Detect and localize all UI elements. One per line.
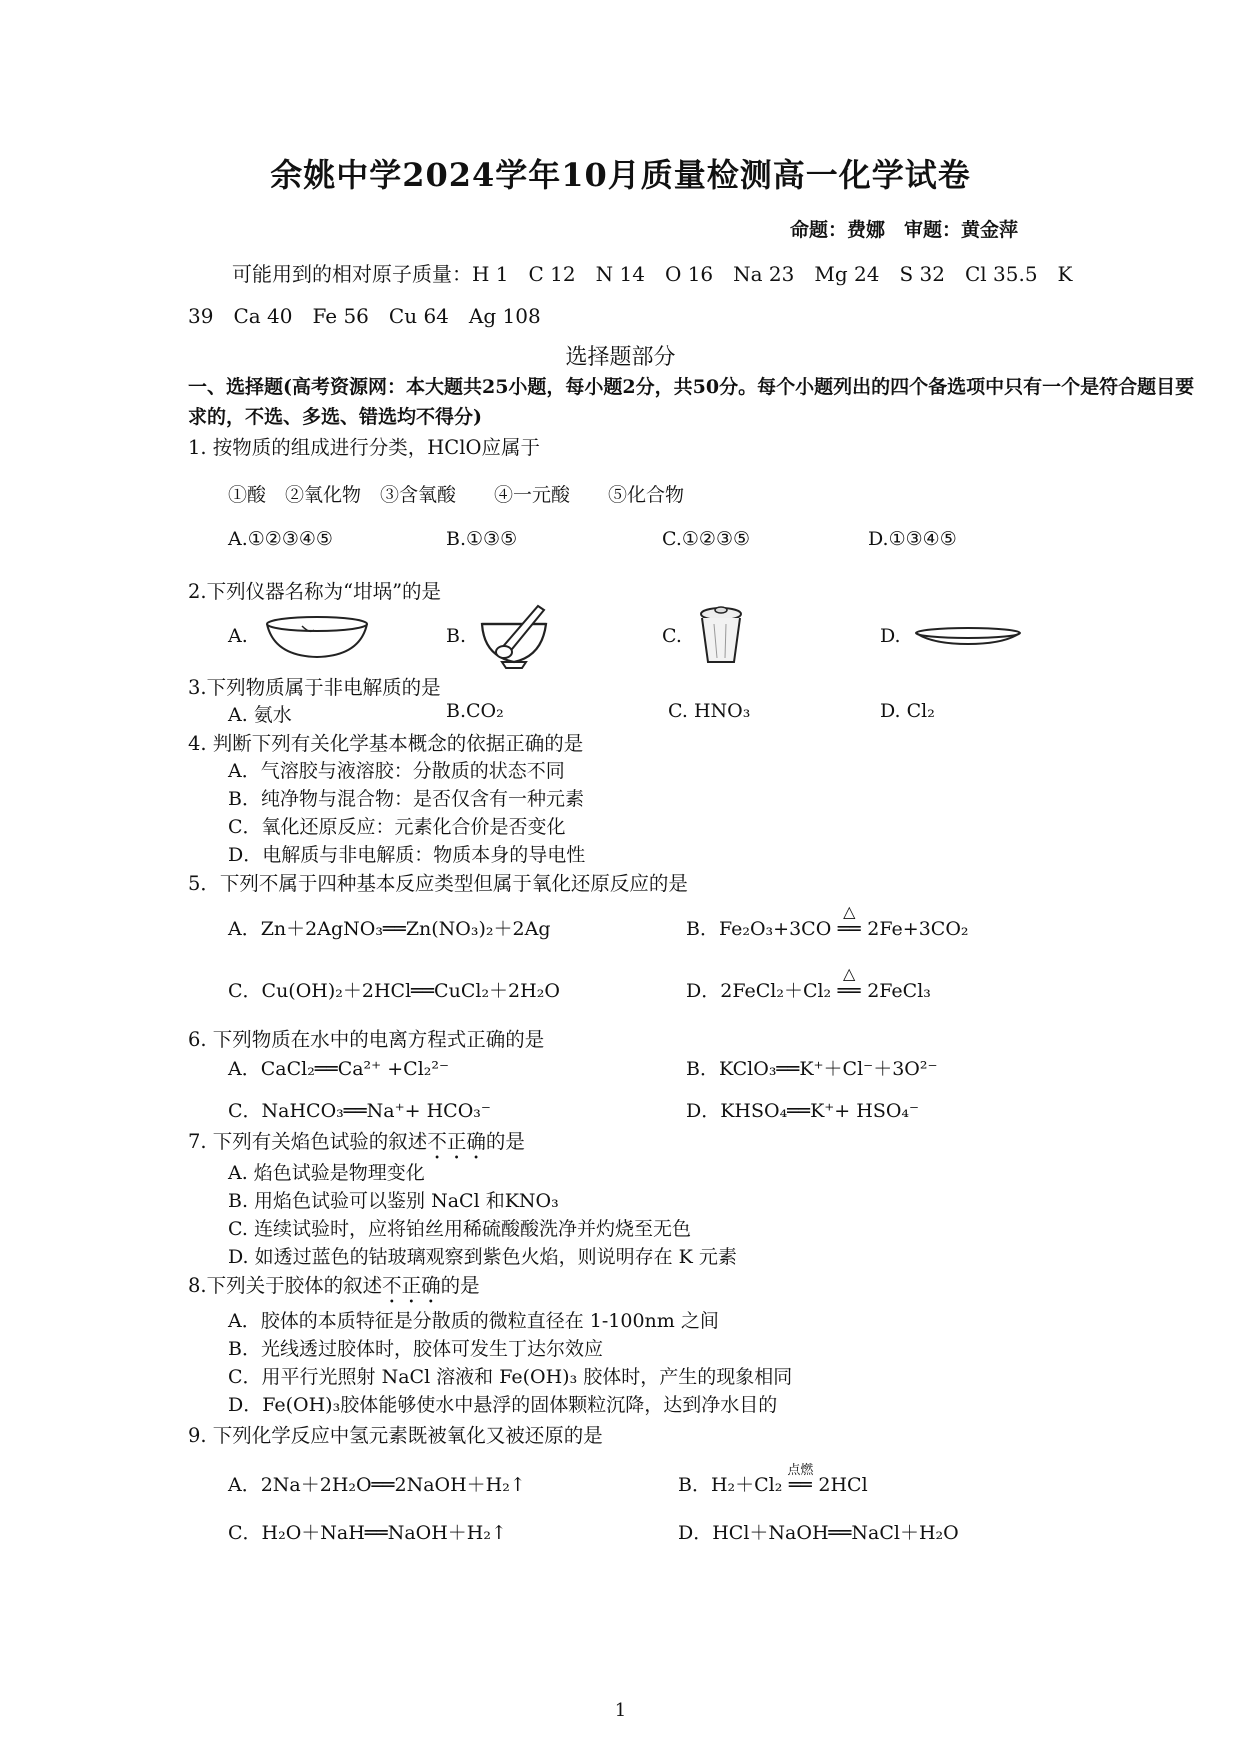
question-1-stem: 1. 按物质的组成进行分类，HClO应属于	[188, 436, 540, 459]
question-9-option-b	[678, 1463, 868, 1497]
question-6-stem: 6. 下列物质在水中的电离方程式正确的是	[188, 1028, 545, 1051]
question-6-option-b: B．KClO₃══K⁺＋Cl⁻＋3O²⁻	[686, 1058, 938, 1080]
question-1-option-b: B.①③⑤	[446, 528, 518, 550]
question-7-option-c: C. 连续试验时，应将铂丝用稀硫酸酸洗净并灼烧至无色	[228, 1218, 691, 1240]
mortar-pestle-icon	[474, 598, 554, 670]
bowl-icon	[262, 612, 372, 662]
question-1-option-c: C.①②③⑤	[662, 528, 751, 550]
question-7-stem-text: 7. 下列有关焰色试验的叙述	[188, 1130, 428, 1153]
question-3-option-a: A. 氨水	[228, 704, 292, 726]
question-7-option-a: A. 焰色试验是物理变化	[228, 1162, 425, 1184]
question-7-stem-emphasis: 不正确	[427, 1130, 486, 1153]
question-8-stem-emphasis: 不正确	[382, 1274, 441, 1297]
question-2-stem: 2.下列仪器名称为“坩埚”的是	[188, 580, 442, 603]
question-5-option-d-reactants: D．2FeCl₂＋Cl₂	[686, 980, 832, 1002]
question-1-option-a: A.①②③④⑤	[228, 528, 333, 550]
question-4-option-c: C．氧化还原反应：元素化合价是否变化	[228, 816, 566, 838]
question-2-option-b: B.	[446, 625, 467, 647]
watch-glass-icon	[912, 624, 1024, 650]
question-6-option-d: D．KHSO₄══K⁺+ HSO₄⁻	[686, 1100, 920, 1122]
ignition-label: 点燃	[787, 1463, 814, 1478]
question-7-option-b: B. 用焰色试验可以鉴别 NaCl 和KNO₃	[228, 1190, 559, 1212]
reaction-condition-arrow: △ ══	[831, 918, 867, 940]
reaction-condition-arrow: △ ══	[831, 980, 867, 1002]
question-5-option-a: A．Zn＋2AgNO₃══Zn(NO₃)₂＋2Ag	[228, 918, 551, 940]
question-3-option-d: D. Cl₂	[880, 700, 935, 722]
question-2-option-c: C.	[662, 625, 682, 647]
question-5-option-d-products: 2FeCl₃	[867, 980, 931, 1002]
question-7-stem-tail: 的是	[485, 1130, 525, 1153]
question-3-option-c: C. HNO₃	[668, 700, 751, 722]
question-7-option-d: D. 如透过蓝色的钴玻璃观察到紫色火焰，则说明存在 K 元素	[228, 1246, 737, 1268]
question-8-stem	[188, 1270, 480, 1308]
question-8-stem-tail: 的是	[440, 1274, 480, 1297]
section-instructions: 一、选择题(高考资源网：本大题共25小题，每小题2分，共50分。每个小题列出的四个备选项中只有一个是符合题目要求的，不选、多选、错选均不得分)	[188, 376, 1195, 428]
question-8-option-c: C．用平行光照射 NaCl 溶液和 Fe(OH)₃ 胶体时，产生的现象相同	[228, 1366, 793, 1388]
section-title: 选择题部分	[565, 345, 676, 370]
reaction-condition-arrow: 点燃 ══	[782, 1474, 818, 1496]
question-8-stem-text: 8.下列关于胶体的叙述	[188, 1274, 383, 1297]
question-1-option-d: D.①③④⑤	[868, 528, 957, 550]
question-4-option-a: A．气溶胶与液溶胶：分散质的状态不同	[228, 760, 565, 782]
question-9-option-a: A．2Na＋2H₂O══2NaOH＋H₂↑	[228, 1474, 526, 1496]
heat-symbol: △	[843, 902, 856, 921]
question-2-option-a: A.	[228, 625, 248, 647]
page-number: 1	[614, 1700, 627, 1721]
paper-title: 余姚中学2024学年10月质量检测高一化学试卷	[270, 156, 971, 194]
question-9-option-c: C．H₂O＋NaH══NaOH＋H₂↑	[228, 1522, 507, 1544]
question-3-option-b: B.CO₂	[446, 700, 504, 722]
question-6-option-c: C．NaHCO₃══Na⁺+ HCO₃⁻	[228, 1100, 491, 1122]
question-8-option-b: B．光线透过胶体时，胶体可发生丁达尔效应	[228, 1338, 603, 1360]
question-4-stem: 4. 判断下列有关化学基本概念的依据正确的是	[188, 732, 584, 755]
question-9-option-b-products: 2HCl	[818, 1474, 868, 1496]
question-3-stem: 3.下列物质属于非电解质的是	[188, 676, 441, 699]
question-9-option-d: D．HCl＋NaOH══NaCl＋H₂O	[678, 1522, 959, 1544]
question-5-option-b-reactants: B．Fe₂O₃+3CO	[686, 918, 832, 940]
question-5-option-b-products: 2Fe+3CO₂	[867, 918, 969, 940]
heat-symbol: △	[843, 964, 856, 983]
atomic-masses-line1: 可能用到的相对原子质量：H 1 C 12 N 14 O 16 Na 23 Mg 24 S 32 Cl 35.5 K	[232, 262, 1073, 286]
question-5-option-d	[686, 964, 931, 1003]
question-2-option-d: D.	[880, 625, 901, 647]
question-9-stem: 9. 下列化学反应中氢元素既被氧化又被还原的是	[188, 1424, 603, 1447]
atomic-masses-line2: 39 Ca 40 Fe 56 Cu 64 Ag 108	[188, 304, 541, 328]
question-5-stem: 5．下列不属于四种基本反应类型但属于氧化还原反应的是	[188, 872, 688, 895]
question-9-option-b-reactants: B．H₂＋Cl₂	[678, 1474, 783, 1496]
paper-credits: 命题：费娜 审题：黄金萍	[790, 219, 1019, 241]
question-5-option-c: C．Cu(OH)₂＋2HCl══CuCl₂＋2H₂O	[228, 980, 560, 1002]
question-4-option-b: B．纯净物与混合物：是否仅含有一种元素	[228, 788, 584, 810]
question-4-option-d: D．电解质与非电解质：物质本身的导电性	[228, 844, 586, 866]
question-1-items: ①酸 ②氧化物 ③含氧酸 ④一元酸 ⑤化合物	[228, 484, 685, 506]
question-8-option-a: A．胶体的本质特征是分散质的微粒直径在 1-100nm 之间	[228, 1310, 719, 1332]
crucible-icon	[696, 602, 746, 666]
question-6-option-a: A．CaCl₂══Ca²⁺ +Cl₂²⁻	[228, 1058, 450, 1080]
question-8-option-d: D．Fe(OH)₃胶体能够使水中悬浮的固体颗粒沉降，达到净水目的	[228, 1394, 778, 1416]
question-5-option-b	[686, 902, 969, 941]
